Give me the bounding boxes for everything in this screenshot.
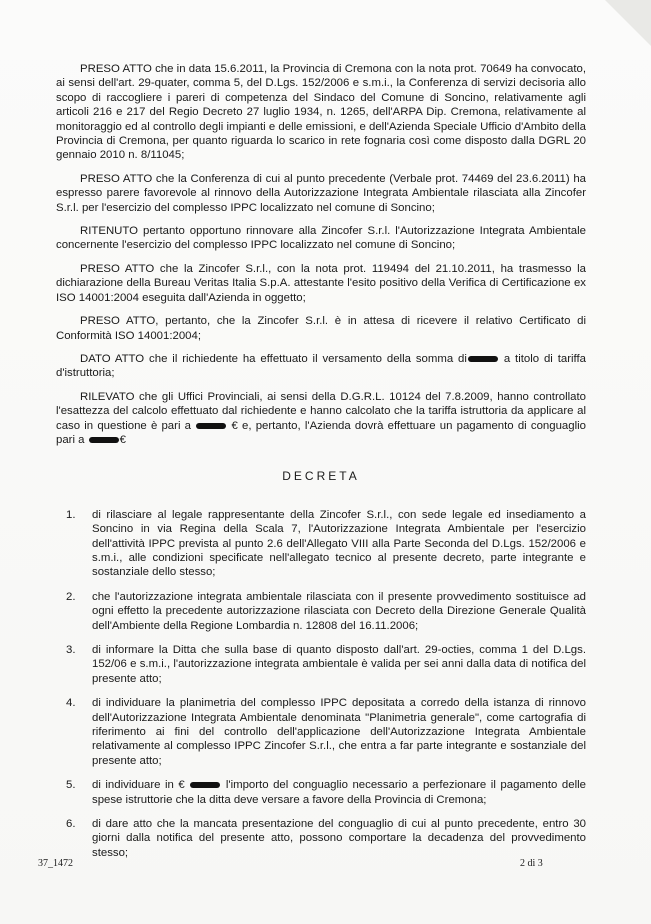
list-item: [56, 590, 586, 633]
item-text: di informare la Ditta che sulla base di quanto disposto dall'art. 29-octies, comma 1 del D.Lgs. 152/06 e s.m.i., l'autorizzazione integrata ambientale è valida per sei anni dalla data di notifica del presente atto;: [92, 644, 586, 685]
item-text: di rilasciare al legale rappresentante della Zincofer S.r.l., con sede legale ed insediamento a Soncino in via Regina della Scala 7, l'Autorizzazione Integrata Ambientale per l'esercizio dell'attività IPPC prevista al punto 2.6 dell'Allegato VIII alla Parte Seconda del D.Lgs. 152/2006 e s.m.i., alle condizioni specificate nell'allegato tecnico al presente decreto, parte integrante e sostanziale dello stesso;: [92, 508, 586, 579]
list-item: [56, 696, 586, 768]
list-item: [56, 778, 586, 807]
paragraph-preso-atto-3: PRESO ATTO che la Zincofer S.r.l., con la nota prot. 119494 del 21.10.2011, ha trasmesso la dichiarazione della Bureau Veritas Italia S.p.A. attestante l'esito positivo della Verifica di Certificazione ex ISO 14001:2004 eseguita dall'Azienda in oggetto;: [56, 262, 586, 304]
decree-list: [56, 508, 586, 861]
redaction-mark: [196, 423, 226, 429]
paragraph-preso-atto-1: PRESO ATTO che in data 15.6.2011, la Provincia di Cremona con la nota prot. 70649 ha convocato, ai sensi dell'art. 29-quater, comma 5, del D.Lgs. 152/2006 e s.m.i., la Conferenza di servizi decisoria allo scopo di raccogliere i pareri di competenza del Sindaco del Comune di Soncino, relativamente agli articoli 216 e 217 del Regio Decreto 27 luglio 1934, n. 1265, dell'ARPA Dip. Cremona, relativamente al monitoraggio ed al controllo degli impianti e delle emissioni, e dell'Azienda Speciale Ufficio d'Ambito della Provincia di Cremona, per quanto riguarda lo scarico in rete fognaria così come disposto dalla DGRL 20 gennaio 2010 n. 8/11045;: [56, 63, 586, 162]
item-number: 4.: [66, 697, 76, 710]
item-body: l'importo del conguaglio necessario a perfezionare il pagamento delle spese istruttorie che la ditta deve versare a favore della Provincia di Cremona;: [92, 779, 586, 806]
paragraph-dato-atto: [56, 352, 586, 381]
paragraph-rilevato: [56, 390, 586, 448]
list-item: [56, 643, 586, 686]
page-corner-fold: [605, 0, 651, 46]
tariff-text-after: a titolo di tariffa d'istruttoria;: [56, 352, 586, 380]
paragraph-preso-atto-4: PRESO ATTO, pertanto, che la Zincofer S.r.l. è in attesa di ricevere il relativo Certificato di Conformità ISO 14001:2004;: [56, 315, 586, 342]
redaction-mark: [468, 356, 498, 362]
rilevato-text-3: €: [119, 433, 127, 446]
redaction-mark: [89, 437, 119, 443]
tariff-text-before: DATO ATTO che il richiedente ha effettuato il versamento della somma di: [80, 352, 467, 365]
paragraph-preso-atto-2: PRESO ATTO che la Conferenza di cui al punto precedente (Verbale prot. 74469 del 23.6.2011) ha espresso parere favorevole al rinnovo della Autorizzazione Integrata Ambientale rilasciata alla Zincofer S.r.l. per l'esercizio del complesso IPPC localizzato nel comune di Soncino;: [56, 172, 586, 214]
item-text: che l'autorizzazione integrata ambientale rilasciata con il presente provvedimento sostituisce ad ogni effetto la precedente autorizzazione rilasciata con Decreto della Direzione Generale Qualità dell'Ambiente della Regione Lombardia n. 12808 del 16.11.2006;: [92, 590, 586, 632]
item-number: 1.: [66, 508, 76, 521]
item-number: 3.: [66, 644, 76, 656]
footer-document-code: 37_1472: [38, 858, 73, 869]
item-number: 5.: [66, 779, 76, 792]
rilevato-text-2: € e, pertanto, l'Azienda dovrà effettuare un pagamento di conguaglio pari a: [56, 419, 586, 446]
item-number: 6.: [66, 818, 76, 831]
item-prefix: di individuare in €: [92, 779, 185, 792]
item-text: di dare atto che la mancata presentazione del conguaglio di cui al punto precedente, entro 30 giorni dalla notifica del presente atto, possono comportare la decadenza del provvedimento stesso;: [92, 818, 586, 859]
paragraph-ritenuto: RITENUTO pertanto opportuno rinnovare alla Zincofer S.r.l. l'Autorizzazione Integrata Ambientale concernente l'esercizio del complesso IPPC localizzato nel comune di Soncino;: [56, 225, 586, 252]
list-item: [56, 508, 586, 580]
item-text: [92, 778, 586, 807]
item-text: di individuare la planimetria del complesso IPPC depositata a corredo della istanza di rinnovo dell'Autorizzazione Integrata Ambientale denominata "Planimetria generale", come cartografia di riferimento ai fini del controllo dell'applicazione dell'Autorizzazione Integrata Ambientale relativamente al complesso IPPC Zincofer S.r.l., che entra a far parte integrante e sostanziale del presente atto;: [92, 697, 586, 767]
list-item: [56, 817, 586, 860]
rilevato-text-1: RILEVATO che gli Uffici Provinciali, ai sensi della D.G.R.L. 10124 del 7.8.2009, hanno controllato l'esattezza del calcolo effettuato dal richiedente e hanno calcolato che la tariffa istruttoria da applicare al caso in questione è pari a: [56, 390, 586, 432]
section-heading-decreta: DECRETA: [282, 469, 360, 484]
footer-page-number: 2 di 3: [520, 858, 543, 869]
redaction-mark: [190, 782, 220, 788]
item-number: 2.: [66, 590, 76, 603]
document-body: [56, 62, 586, 870]
